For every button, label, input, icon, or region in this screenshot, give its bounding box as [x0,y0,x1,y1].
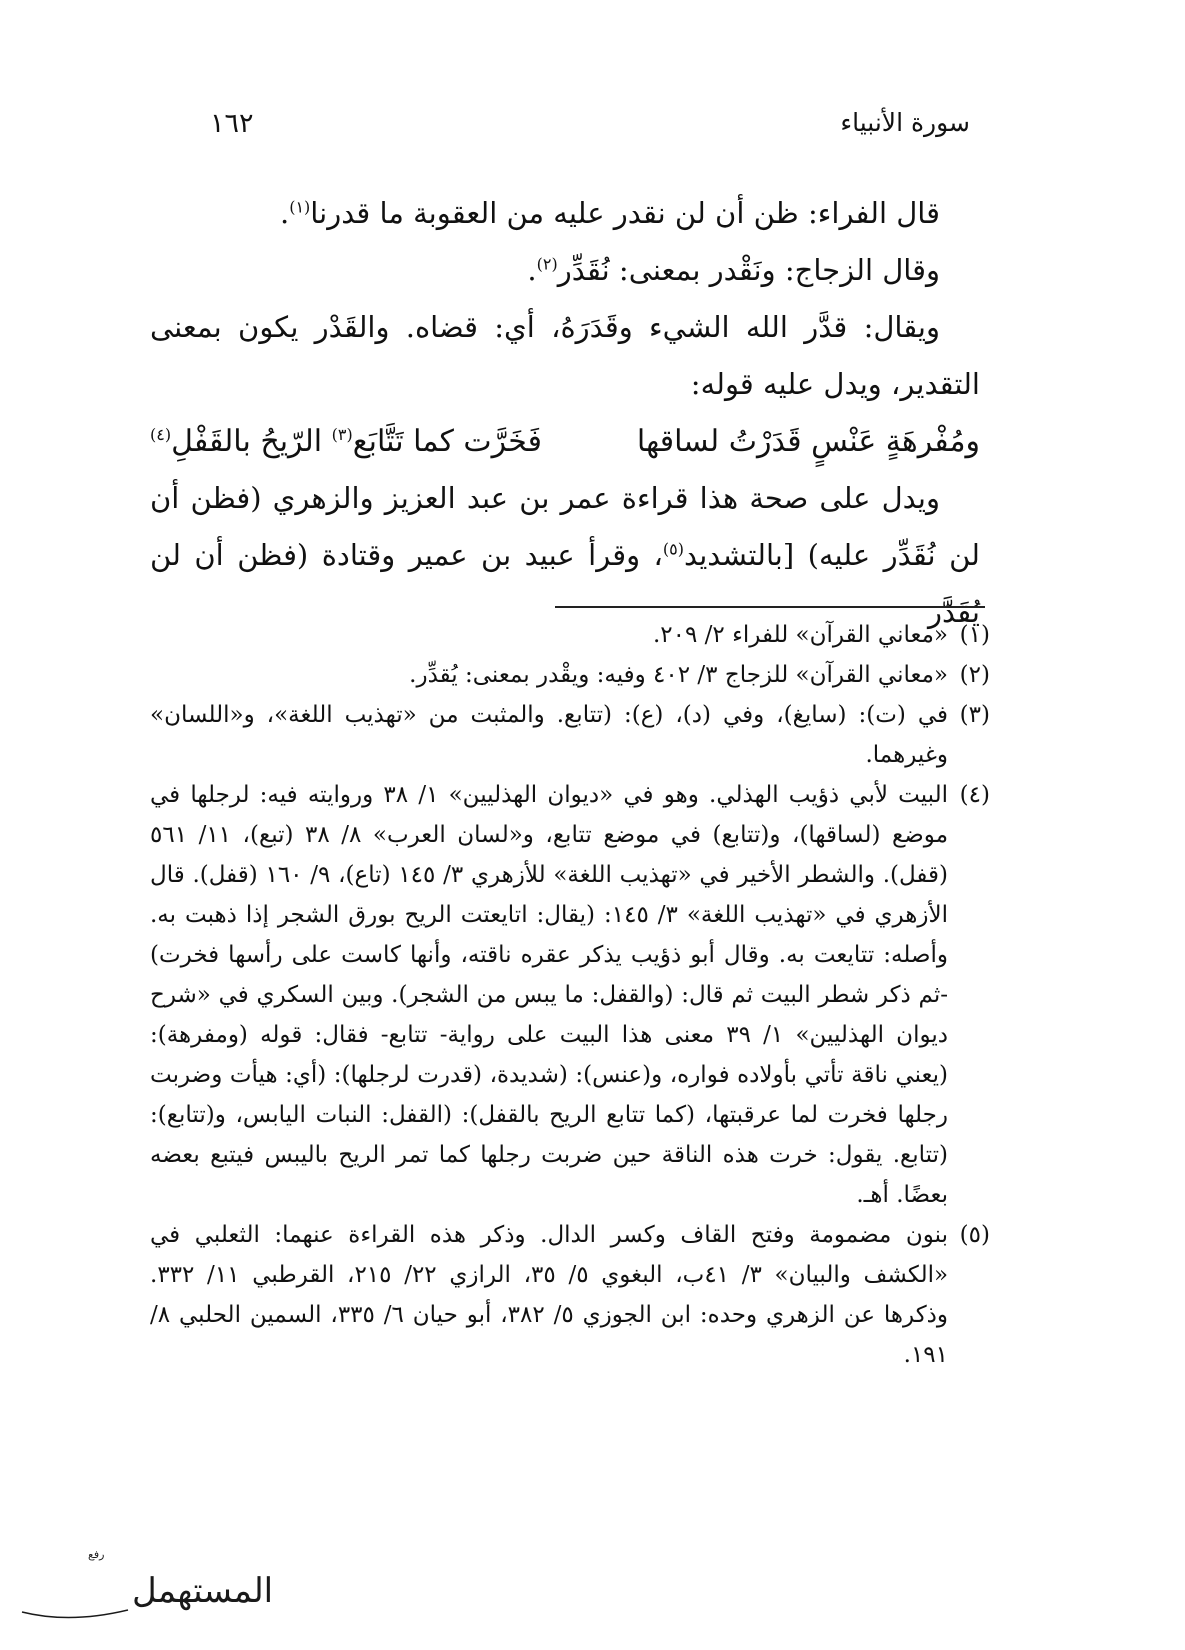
footnote-item [150,615,990,655]
paragraph-zajjaj-text: وقال الزجاج: ونَقْدر بمعنى: نُقَدِّر [557,253,940,287]
footnote-number: (١) [959,622,990,648]
paragraph-farra [150,185,980,242]
watermark-text: المستهمل [132,1571,274,1611]
footnote-ref-3: (٣) [331,425,353,444]
paragraph-qadr: ويقال: قدَّر الله الشيء وقَدَرَهُ، أي: قضاه. والقَدْر يكون بمعنى التقدير، ويدل عليه قوله: [150,310,980,401]
footnote-text: البيت لأبي ذؤيب الهذلي. وهو في «ديوان الهذليين» ١/ ٣٨ وروايته فيه: لرجلها في موضع (لساقها)، و(تتابع) في موضع تتابع، و«لسان العرب» ٨/ ٣٨ (تبع)، ١١/ ٥٦١ (قفل). والشطر الأخير في «تهذيب اللغة» للأزهري ٣/ ١٤٥ (تاع)، ٩/ ١٦٠ (قفل). قال الأزهري في «تهذيب اللغة» ٣/ ١٤٥: (يقال: اتايعتت الريح بورق الشجر إذا ذهبت به. وأصله: تتايعت به. وقال أبو ذؤيب يذكر عقره ناقته، وأنها كاست على رأسها فخرت) -ثم ذكر شطر البيت ثم قال: (والقفل: ما يبس من الشجر). وبين السكري في «شرح ديوان الهذليين» ١/ ٣٩ معنى هذا البيت على رواية- تتابع- فقال: قوله (ومفرهة): (يعني ناقة تأتي بأولاده فواره، و(عنس): (شديدة، (قدرت لرجلها): (أي: هيأت وضربت رجلها فخرت لما عرقبتها، (كما تتابع الريح بالقفل): (القفل: النبات اليابس، و(تتابع): (تتابع. يقول: خرت هذه الناقة حين ضربت رجلها كما تمر الريح باليبس فيتبع بعضه بعضًا. أهـ. [150,782,949,1208]
watermark-logo [10,1540,274,1632]
footnote-text: «معاني القرآن» للفراء ٢/ ٢٠٩. [652,622,948,648]
page-header [210,100,970,150]
footnote-item [150,1215,990,1375]
verse-first-hemistich: ومُفْرهَةٍ عَنْسٍ قَدَرْتُ لساقها [636,424,980,459]
verse-second-part-b: الرّيحُ بالقَفْلِ [171,424,323,459]
running-title: سورة الأنبياء [840,108,970,137]
footnote-item [150,775,990,1215]
page-number: ١٦٢ [210,108,254,139]
footnote-number: (٤) [959,782,990,808]
footnote-text: «معاني القرآن» للزجاج ٣/ ٤٠٢ وفيه: ويقْدر بمعنى: يُقدِّر. [409,662,948,688]
footnotes [150,615,990,1375]
watermark-flourish [22,1610,128,1618]
footnote-item [150,655,990,695]
verse-second-hemistich [150,413,542,470]
paragraph-farra-text: قال الفراء: ظن أن لن نقدر عليه من العقوبة ما قدرنا [310,196,940,230]
footnote-text: بنون مضمومة وفتح القاف وكسر الدال. وذكر هذه القراءة عنهما: الثعلبي في «الكشف والبيان» ٣/ ٤١ب، البغوي ٥/ ٣٥، الرازي ٢٢/ ٢١٥، القرطبي ١١/ ٣٣٢. وذكرها عن الزهري وحده: ابن الجوزي ٥/ ٣٨٢، أبو حيان ٦/ ٣٣٥، السمين الحلبي ٨/ ١٩١. [150,1222,949,1368]
paragraph-qiraa-text-a: ويدل على صحة هذا قراءة عمر بن عبد العزيز والزهري (فظن أن لن نُقَدِّر عليه) [بالتشديد [150,481,980,572]
footnote-number: (٣) [959,702,990,728]
watermark-sub: رفع [88,1548,105,1561]
poetry-verse [150,413,980,470]
main-text [150,185,980,641]
paragraph-farra-end: . [279,196,290,230]
footnote-ref-5: (٥) [662,539,684,559]
footnote-ref-2: (٢) [536,254,558,274]
footnote-text: في (ت): (سايغ)، وفي (د)، (ع): (تتابع. والمثبت من «تهذيب اللغة»، و«اللسان» وغيرهما. [150,702,948,768]
footnote-ref-1: (١) [289,197,311,217]
footnote-item [150,695,990,775]
verse-second-part-a: فَخَرَّت كما تَتَّابَع [352,424,542,459]
footnote-number: (٢) [959,662,990,688]
footnote-divider [555,606,985,608]
footnote-number: (٥) [959,1222,990,1248]
paragraph-zajjaj-end: . [527,253,537,287]
footnote-ref-4: (٤) [150,425,172,444]
paragraph-qiraa-text-b: ، وقرأ عبيد بن عمير وقتادة (فظن أن لن يُقَدَّر [150,538,980,629]
paragraph-zajjaj [150,242,980,299]
